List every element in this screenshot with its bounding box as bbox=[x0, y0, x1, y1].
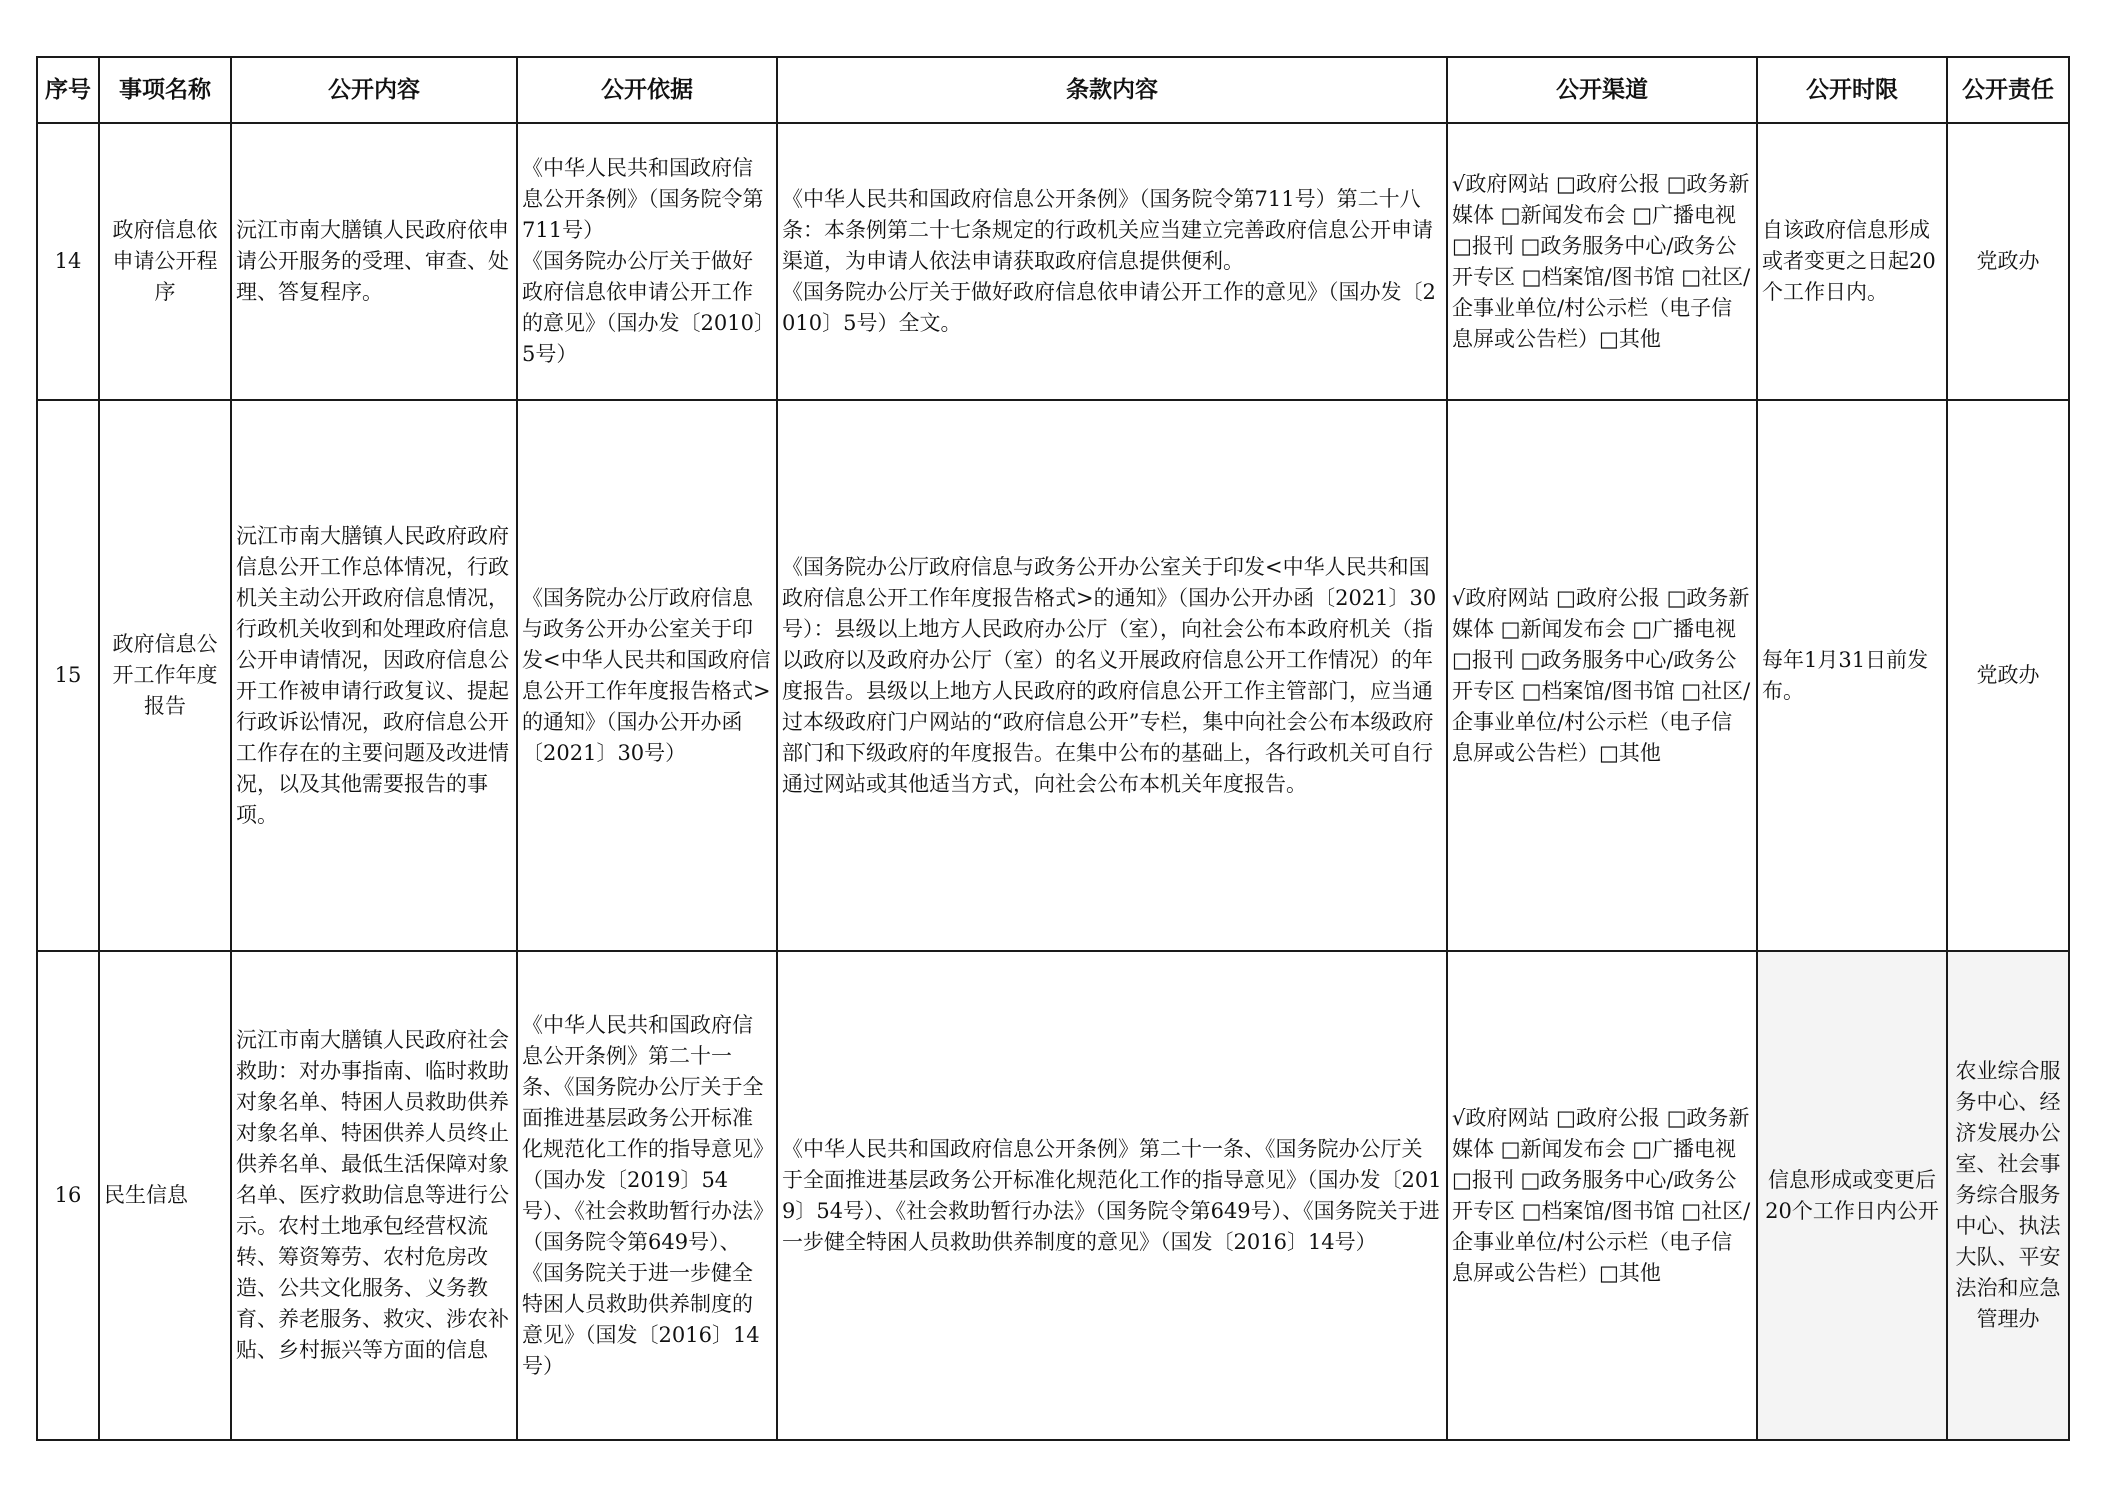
row-duty: 农业综合服务中心、经济发展办公室、社会事务综合服务中心、执法大队、平安法治和应急管理办 bbox=[1947, 951, 2069, 1440]
row-item: 政府信息公开工作年度报告 bbox=[99, 400, 231, 951]
row-channel: √政府网站 □政府公报 □政务新媒体 □新闻发布会 □广播电视 □报刊 □政务服务中心/政务公开专区 □档案馆/图书馆 □社区/企事业单位/村公示栏（电子信息屏或公告栏）□其他 bbox=[1447, 123, 1757, 400]
row-content: 沅江市南大膳镇人民政府政府信息公开工作总体情况，行政机关主动公开政府信息情况，行政机关收到和处理政府信息公开申请情况，因政府信息公开工作被申请行政复议、提起行政诉讼情况，政府信息公开工作存在的主要问题及改进情况，以及其他需要报告的事项。 bbox=[231, 400, 517, 951]
table-row bbox=[37, 123, 2069, 400]
row-content: 沅江市南大膳镇人民政府依申请公开服务的受理、审查、处理、答复程序。 bbox=[231, 123, 517, 400]
row-clause: 《中华人民共和国政府信息公开条例》第二十一条、《国务院办公厅关于全面推进基层政务公开标准化规范化工作的指导意见》（国办发〔2019〕54号）、《社会救助暂行办法》（国务院令第649号）、《国务院关于进一步健全特困人员救助供养制度的意见》（国发〔2016〕14号） bbox=[777, 951, 1447, 1440]
row-time: 信息形成或变更后20个工作日内公开 bbox=[1757, 951, 1947, 1440]
header-time: 公开时限 bbox=[1757, 57, 1947, 123]
row-duty: 党政办 bbox=[1947, 123, 2069, 400]
row-time: 每年1月31日前发布。 bbox=[1757, 400, 1947, 951]
row-duty: 党政办 bbox=[1947, 400, 2069, 951]
header-basis: 公开依据 bbox=[517, 57, 777, 123]
header-channel: 公开渠道 bbox=[1447, 57, 1757, 123]
table-row bbox=[37, 951, 2069, 1440]
header-content: 公开内容 bbox=[231, 57, 517, 123]
row-no: 16 bbox=[37, 951, 99, 1440]
row-channel: √政府网站 □政府公报 □政务新媒体 □新闻发布会 □广播电视 □报刊 □政务服务中心/政务公开专区 □档案馆/图书馆 □社区/企事业单位/村公示栏（电子信息屏或公告栏）□其他 bbox=[1447, 951, 1757, 1440]
row-basis: 《国务院办公厅政府信息与政务公开办公室关于印发<中华人民共和国政府信息公开工作年度报告格式>的通知》（国办公开办函〔2021〕30号） bbox=[517, 400, 777, 951]
header-item: 事项名称 bbox=[99, 57, 231, 123]
row-basis: 《中华人民共和国政府信息公开条例》（国务院令第711号） 《国务院办公厅关于做好政府信息依申请公开工作的意见》（国办发〔2010〕5号） bbox=[517, 123, 777, 400]
header-no: 序号 bbox=[37, 57, 99, 123]
row-content: 沅江市南大膳镇人民政府社会救助：对办事指南、临时救助对象名单、特困人员救助供养对象名单、特困供养人员终止供养名单、最低生活保障对象名单、医疗救助信息等进行公示。农村土地承包经营权流转、筹资筹劳、农村危房改造、公共文化服务、义务教育、养老服务、救灾、涉农补贴、乡村振兴等方面的信息 bbox=[231, 951, 517, 1440]
row-time: 自该政府信息形成或者变更之日起20个工作日内。 bbox=[1757, 123, 1947, 400]
row-item: 民生信息 bbox=[99, 951, 231, 1440]
row-item: 政府信息依申请公开程序 bbox=[99, 123, 231, 400]
header-clause: 条款内容 bbox=[777, 57, 1447, 123]
row-clause: 《中华人民共和国政府信息公开条例》（国务院令第711号）第二十八条：本条例第二十七条规定的行政机关应当建立完善政府信息公开申请渠道，为申请人依法申请获取政府信息提供便利。 《国务院办公厅关于做好政府信息依申请公开工作的意见》（国办发〔2010〕5号）全文。 bbox=[777, 123, 1447, 400]
header-duty: 公开责任 bbox=[1947, 57, 2069, 123]
row-channel: √政府网站 □政府公报 □政务新媒体 □新闻发布会 □广播电视 □报刊 □政务服务中心/政务公开专区 □档案馆/图书馆 □社区/企事业单位/村公示栏（电子信息屏或公告栏）□其他 bbox=[1447, 400, 1757, 951]
table-row bbox=[37, 400, 2069, 951]
disclosure-table bbox=[36, 56, 2070, 1441]
row-no: 14 bbox=[37, 123, 99, 400]
row-basis: 《中华人民共和国政府信息公开条例》第二十一条、《国务院办公厅关于全面推进基层政务公开标准化规范化工作的指导意见》（国办发〔2019〕54号）、《社会救助暂行办法》（国务院令第649号）、《国务院关于进一步健全特困人员救助供养制度的意见》（国发〔2016〕14号） bbox=[517, 951, 777, 1440]
header-row bbox=[37, 57, 2069, 123]
row-no: 15 bbox=[37, 400, 99, 951]
row-clause: 《国务院办公厅政府信息与政务公开办公室关于印发<中华人民共和国政府信息公开工作年度报告格式>的通知》（国办公开办函〔2021〕30号）：县级以上地方人民政府办公厅（室），向社会公布本政府机关（指以政府以及政府办公厅（室）的名义开展政府信息公开工作情况）的年度报告。县级以上地方人民政府的政府信息公开工作主管部门，应当通过本级政府门户网站的“政府信息公开”专栏，集中向社会公布本级政府部门和下级政府的年度报告。在集中公布的基础上，各行政机关可自行通过网站或其他适当方式，向社会公布本机关年度报告。 bbox=[777, 400, 1447, 951]
